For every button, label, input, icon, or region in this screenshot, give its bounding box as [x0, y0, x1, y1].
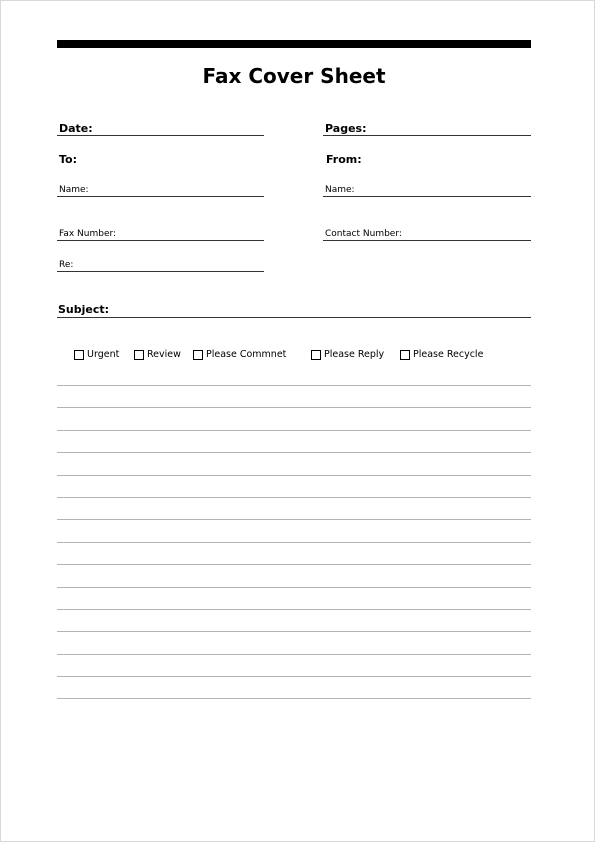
message-line — [57, 609, 531, 631]
subject-label: Subject: — [58, 303, 110, 316]
message-line — [57, 564, 531, 586]
message-line — [57, 452, 531, 474]
checkbox-label: Please Commnet — [206, 349, 287, 360]
message-line — [57, 654, 531, 676]
message-line — [57, 430, 531, 452]
fax-number-label: Fax Number: — [59, 229, 117, 239]
checkbox-label: Urgent — [87, 349, 120, 360]
re-field[interactable] — [57, 271, 264, 272]
message-line — [57, 587, 531, 609]
checkbox-icon[interactable] — [74, 350, 84, 360]
pages-label: Pages: — [325, 122, 367, 135]
message-area[interactable] — [57, 385, 531, 699]
page-title: Fax Cover Sheet — [202, 64, 386, 88]
pages-field[interactable] — [323, 135, 531, 136]
date-field[interactable] — [57, 135, 264, 136]
header-bar — [57, 40, 531, 48]
contact-number-label: Contact Number: — [325, 229, 402, 239]
contact-number-field[interactable] — [323, 240, 531, 241]
message-line — [57, 385, 531, 407]
checkbox-please-reply[interactable] — [311, 349, 384, 360]
checkbox-icon[interactable] — [193, 350, 203, 360]
message-line — [57, 519, 531, 541]
message-line — [57, 631, 531, 653]
message-line — [57, 698, 531, 699]
checkbox-please-comment[interactable] — [193, 349, 286, 360]
message-line — [57, 497, 531, 519]
checkbox-icon[interactable] — [311, 350, 321, 360]
checkbox-review[interactable] — [134, 349, 181, 360]
checkbox-icon[interactable] — [134, 350, 144, 360]
from-name-label: Name: — [325, 185, 355, 195]
checkbox-label: Please Reply — [324, 349, 385, 360]
re-label: Re: — [59, 260, 74, 270]
message-line — [57, 542, 531, 564]
message-line — [57, 475, 531, 497]
to-name-label: Name: — [59, 185, 89, 195]
checkbox-label: Please Recycle — [413, 349, 484, 360]
message-line — [57, 407, 531, 429]
message-line — [57, 676, 531, 698]
checkbox-label: Review — [147, 349, 181, 360]
fax-number-field[interactable] — [57, 240, 264, 241]
from-name-field[interactable] — [323, 196, 531, 197]
subject-field[interactable] — [57, 317, 531, 318]
date-label: Date: — [59, 122, 93, 135]
from-label: From: — [326, 153, 362, 166]
checkbox-urgent[interactable] — [74, 349, 119, 360]
checkbox-icon[interactable] — [400, 350, 410, 360]
to-label: To: — [59, 153, 77, 166]
to-name-field[interactable] — [57, 196, 264, 197]
checkbox-please-recycle[interactable] — [400, 349, 483, 360]
